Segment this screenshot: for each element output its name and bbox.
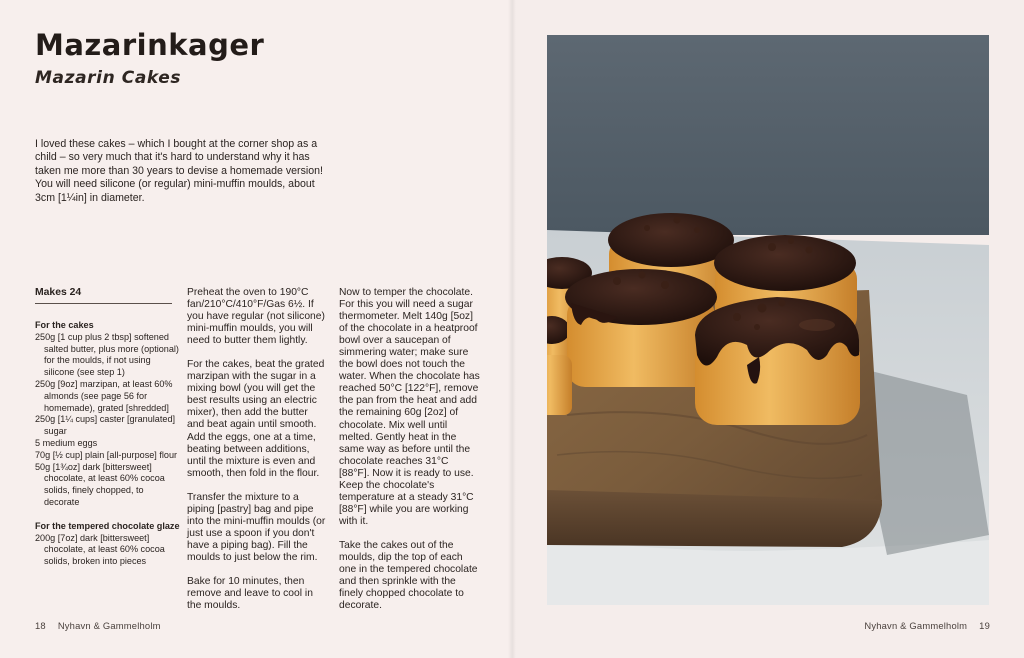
- footer-left: [35, 620, 161, 631]
- ingredient-group-heading: For the cakes: [35, 320, 94, 330]
- ingredient-item: 200g [7oz] dark [bittersweet] chocolate, at least 60% cocoa solids, broken into pieces: [35, 532, 165, 567]
- section-name-left: Nyhavn & Gammelholm: [57, 620, 161, 631]
- method-step: Take the cakes out of the moulds, dip the top of each one in the tempered chocolate and then sprinkle with the finely chopped chocolate to decorate.: [339, 539, 478, 612]
- cake-left-front: [547, 355, 572, 415]
- method-step: Bake for 10 minutes, then remove and leave to cool in the moulds.: [187, 575, 313, 612]
- recipe-title: Mazarinkager: [35, 28, 265, 62]
- ingredient-item: 250g [1¼ cups] caster [granulated] sugar: [35, 414, 176, 437]
- method-step: Transfer the mixture to a piping [pastry] bag and pipe into the mini-muffin moulds (or just use a spoon if you don't have a piping bag). Fill the moulds to just below the rim.: [187, 491, 326, 563]
- recipe-yield: Makes 24: [35, 287, 172, 304]
- ingredient-item: 250g [1 cup plus 2 tbsp] softened salted butter, plus more (optional) for the moulds, if not using silicone (see step 1): [35, 331, 179, 378]
- page-number-left: 18: [35, 620, 46, 631]
- method-step: For the cakes, beat the grated marzipan with the sugar in a mixing bowl (you will get the best results using an electric mixer), then add the butter and beat again until smooth. Add the eggs, one at a time, beating between additions, until the mixture is even and smooth, then fold in the flour.: [187, 359, 325, 479]
- section-name-right: Nyhavn & Gammelholm: [864, 620, 968, 631]
- ingredient-list: [35, 332, 180, 509]
- ingredient-list: [35, 533, 180, 568]
- cake-front: [695, 297, 860, 425]
- recipe-photo: [547, 35, 989, 605]
- method-step: Now to temper the chocolate. For this you will need a sugar thermometer. Melt 140g [5oz] of the chocolate in a heatproof bowl over a saucepan of simmering water; make sure the bowl does not touch the water. When the chocolate has reached 50°C [122°F], remove the pan from the heat and add the remaining 60g [2oz] of chocolate. Mix well until melted. Gently heat in the same way as before until the chocolate reaches 31°C [88°F]. Now it is ready to use. Keep the chocolate's temperature at a steady 31°C [88°F] while you are working with it.: [339, 287, 480, 527]
- photo-illustration: [547, 35, 989, 605]
- footer-right: [864, 620, 990, 631]
- ingredient-group-glaze: [35, 521, 180, 568]
- ingredient-item: 5 medium eggs: [35, 437, 98, 448]
- method-column-1: [187, 287, 327, 624]
- ingredient-group-heading: For the tempered chocolate glaze: [35, 520, 180, 531]
- recipe-subtitle: Mazarin Cakes: [35, 68, 182, 88]
- page-number-right: 19: [979, 620, 990, 631]
- method-column-2: [339, 287, 481, 624]
- ingredient-group-cakes: [35, 320, 180, 509]
- ingredient-item: 70g [½ cup] plain [all-purpose] flour: [35, 449, 178, 460]
- cake-middle: [565, 269, 717, 387]
- ingredient-item: 250g [9oz] marzipan, at least 60% almonds (see page 56 for homemade), grated [shredded]: [35, 378, 173, 413]
- book-gutter: [508, 0, 516, 658]
- method-step: Preheat the oven to 190°C fan/210°C/410°F/Gas 6½. If you have regular (not silicone) mini-muffin moulds, you will need to butter them lightly.: [187, 287, 325, 347]
- ingredient-item: 50g [1¾oz] dark [bittersweet] chocolate, at least 60% cocoa solids, finely chopped, to decorate: [35, 461, 165, 507]
- ingredients-column: [35, 320, 180, 580]
- recipe-intro: I loved these cakes – which I bought at the corner shop as a child – so very much that it's hard to understand why it has taken me more than 30 years to devise a homemade version! You will need silicone (or regular) mini-muffin moulds, about 3cm [1¼in] in diameter.: [35, 138, 323, 204]
